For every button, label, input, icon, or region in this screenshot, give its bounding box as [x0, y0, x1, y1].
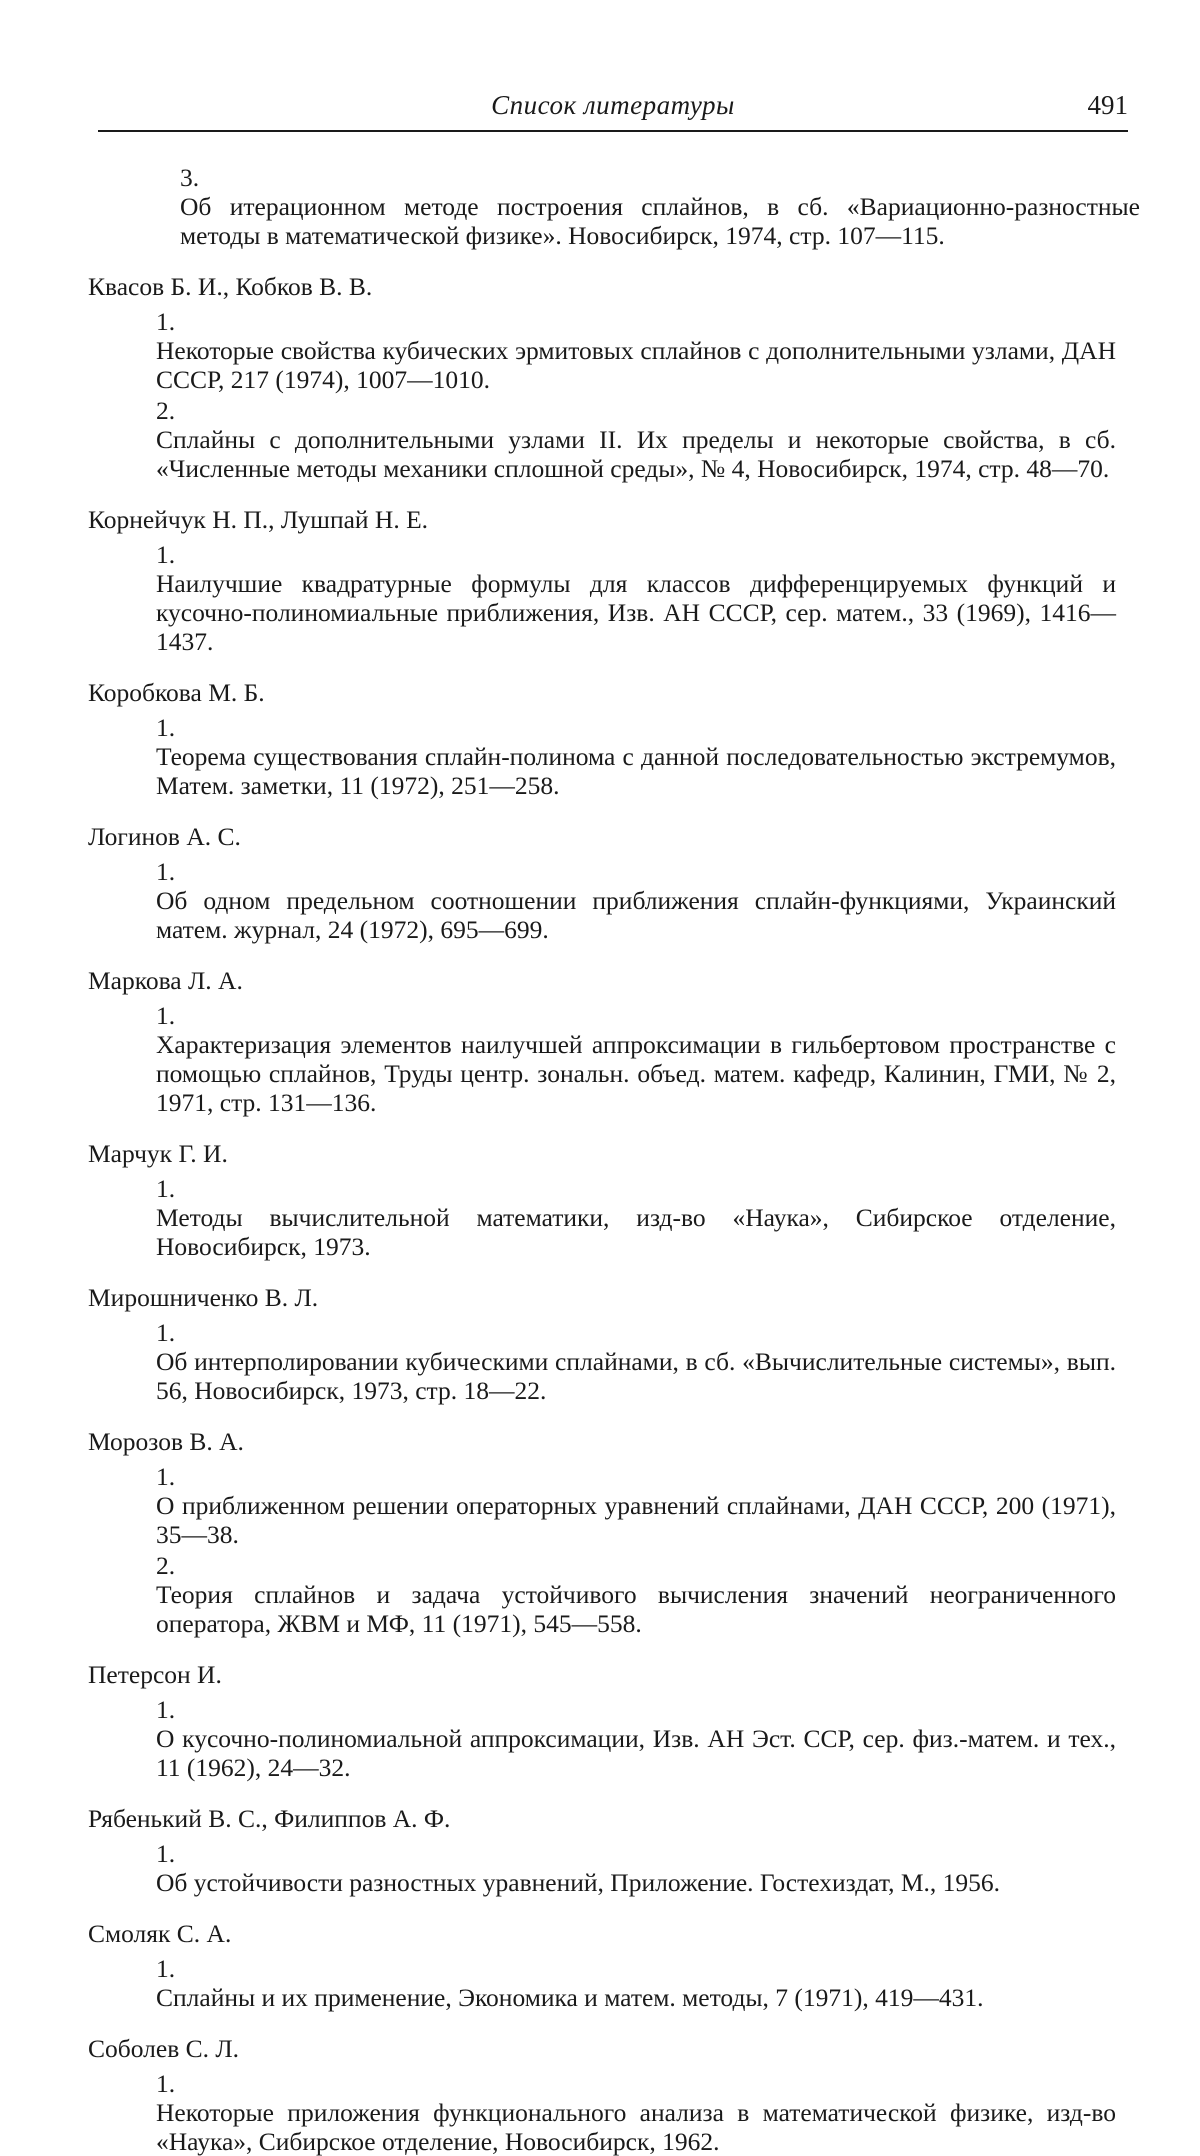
- entry-text: Наилучшие квадратурные формулы для классов дифференцируемых функций и кусочно-полиномиальные приближения, Изв. АН СССР, сер. матем., 33 (1969), 1416—1437.: [156, 569, 1116, 656]
- entry-text: Некоторые свойства кубических эрмитовых сплайнов с дополнительными узлами, ДАН СССР, 217 (1974), 1007—1010.: [156, 336, 1116, 394]
- bib-entry: [156, 540, 1128, 656]
- author-group: [88, 966, 1128, 1117]
- author-name: Смоляк С. А.: [88, 1919, 232, 1948]
- author-name: Мирошниченко В. Л.: [88, 1283, 319, 1312]
- author-name: Логинов А. С.: [88, 822, 241, 851]
- bib-entry: [156, 1462, 1128, 1549]
- entry-number: 1.: [156, 1001, 176, 1030]
- entry-text: Об устойчивости разностных уравнений, Приложение. Гостехиздат, М., 1956.: [156, 1868, 1001, 1897]
- author-name: Корнейчук Н. П., Лушпай Н. Е.: [88, 505, 429, 534]
- author-name: Коробкова М. Б.: [88, 678, 265, 707]
- entry-text: Теория сплайнов и задача устойчивого вычисления значений неограниченного оператора, ЖВМ и МФ, 11 (1971), 545—558.: [156, 1580, 1116, 1638]
- bib-entry: [156, 713, 1128, 800]
- entry-text: О кусочно-полиномиальной аппроксимации, Изв. АН Эст. ССР, сер. физ.-матем. и тех., 11 (1962), 24—32.: [156, 1724, 1116, 1782]
- page-number: 491: [1087, 90, 1128, 120]
- entry-text: Об итерационном методе построения сплайнов, в сб. «Вариационно-разностные методы в математической физике». Новосибирск, 1974, стр. 107—115.: [180, 192, 1140, 250]
- bib-entry: [156, 1954, 1128, 2012]
- bibliography: [88, 163, 1140, 2156]
- bib-entry: [156, 1318, 1128, 1405]
- author-name: Петерсон И.: [88, 1660, 222, 1689]
- author-group: [88, 1283, 1128, 1405]
- header-title: Список литературы: [491, 90, 735, 120]
- bib-entry: [156, 857, 1128, 944]
- entry-text: Некоторые приложения функционального анализа в математической физике, изд-во «Наука», Сибирское отделение, Новосибирск, 1962.: [156, 2098, 1116, 2156]
- bib-entry: [156, 307, 1128, 394]
- author-name: Квасов Б. И., Кобков В. В.: [88, 272, 373, 301]
- author-group: [88, 678, 1128, 800]
- author-group: [88, 505, 1128, 656]
- bib-entry: [156, 1839, 1128, 1897]
- entry-number: 1.: [156, 2069, 176, 2098]
- entry-text: Характеризация элементов наилучшей аппроксимации в гильбертовом пространстве с помощью сплайнов, Труды центр. зональн. объед. матем. кафедр, Калинин, ГМИ, № 2, 1971, стр. 131—136.: [156, 1030, 1116, 1117]
- entry-number: 1.: [156, 1318, 176, 1347]
- entry-number: 1.: [156, 307, 176, 336]
- entry-number: 3.: [180, 163, 200, 192]
- author-group: [88, 1660, 1128, 1782]
- author-name: Марчук Г. И.: [88, 1139, 228, 1168]
- entry-text: Об интерполировании кубическими сплайнами, в сб. «Вычислительные системы», вып. 56, Новосибирск, 1973, стр. 18—22.: [156, 1347, 1116, 1405]
- entry-text: Сплайны с дополнительными узлами II. Их пределы и некоторые свойства, в сб. «Численные методы механики сплошной среды», № 4, Новосибирск, 1974, стр. 48—70.: [156, 425, 1116, 483]
- bib-entry: [156, 1551, 1128, 1638]
- entry-text: Об одном предельном соотношении приближения сплайн-функциями, Украинский матем. журнал, 24 (1972), 695—699.: [156, 886, 1116, 944]
- bib-entry: [156, 1174, 1128, 1261]
- bib-entry: [156, 396, 1128, 483]
- entry-text: Теорема существования сплайн-полинома с данной последовательностью экстремумов, Матем. заметки, 11 (1972), 251—258.: [156, 742, 1116, 800]
- entry-text: О приближенном решении операторных уравнений сплайнами, ДАН СССР, 200 (1971), 35—38.: [156, 1491, 1116, 1549]
- header-rule: [98, 130, 1128, 132]
- bib-entry: [156, 1001, 1128, 1117]
- author-name: Соболев С. Л.: [88, 2034, 240, 2063]
- author-group: [88, 1139, 1128, 1261]
- entry-number: 1.: [156, 713, 176, 742]
- entry-text: Сплайны и их применение, Экономика и матем. методы, 7 (1971), 419—431.: [156, 1983, 984, 2012]
- author-group: [88, 822, 1128, 944]
- entry-number: 1.: [156, 1954, 176, 1983]
- author-name: Рябенький В. С., Филиппов А. Ф.: [88, 1804, 451, 1833]
- author-group: [88, 1427, 1128, 1638]
- bib-entry: [156, 1695, 1128, 1782]
- entry-number: 2.: [156, 1551, 176, 1580]
- entry-number: 1.: [156, 1462, 176, 1491]
- entry-number: 1.: [156, 540, 176, 569]
- entry-number: 1.: [156, 857, 176, 886]
- author-group: [88, 2034, 1128, 2156]
- author-group: [88, 272, 1128, 483]
- author-group: [88, 1804, 1128, 1897]
- bib-entry: [156, 2069, 1128, 2156]
- entry-number: 1.: [156, 1839, 176, 1868]
- author-group: [88, 1919, 1128, 2012]
- running-header: [98, 90, 1128, 132]
- entry-number: 1.: [156, 1174, 176, 1203]
- bib-entry-continued: [180, 163, 1140, 250]
- author-name: Маркова Л. А.: [88, 966, 243, 995]
- entry-text: Методы вычислительной математики, изд-во «Наука», Сибирское отделение, Новосибирск, 1973.: [156, 1203, 1116, 1261]
- entry-number: 2.: [156, 396, 176, 425]
- author-name: Морозов В. А.: [88, 1427, 244, 1456]
- entry-number: 1.: [156, 1695, 176, 1724]
